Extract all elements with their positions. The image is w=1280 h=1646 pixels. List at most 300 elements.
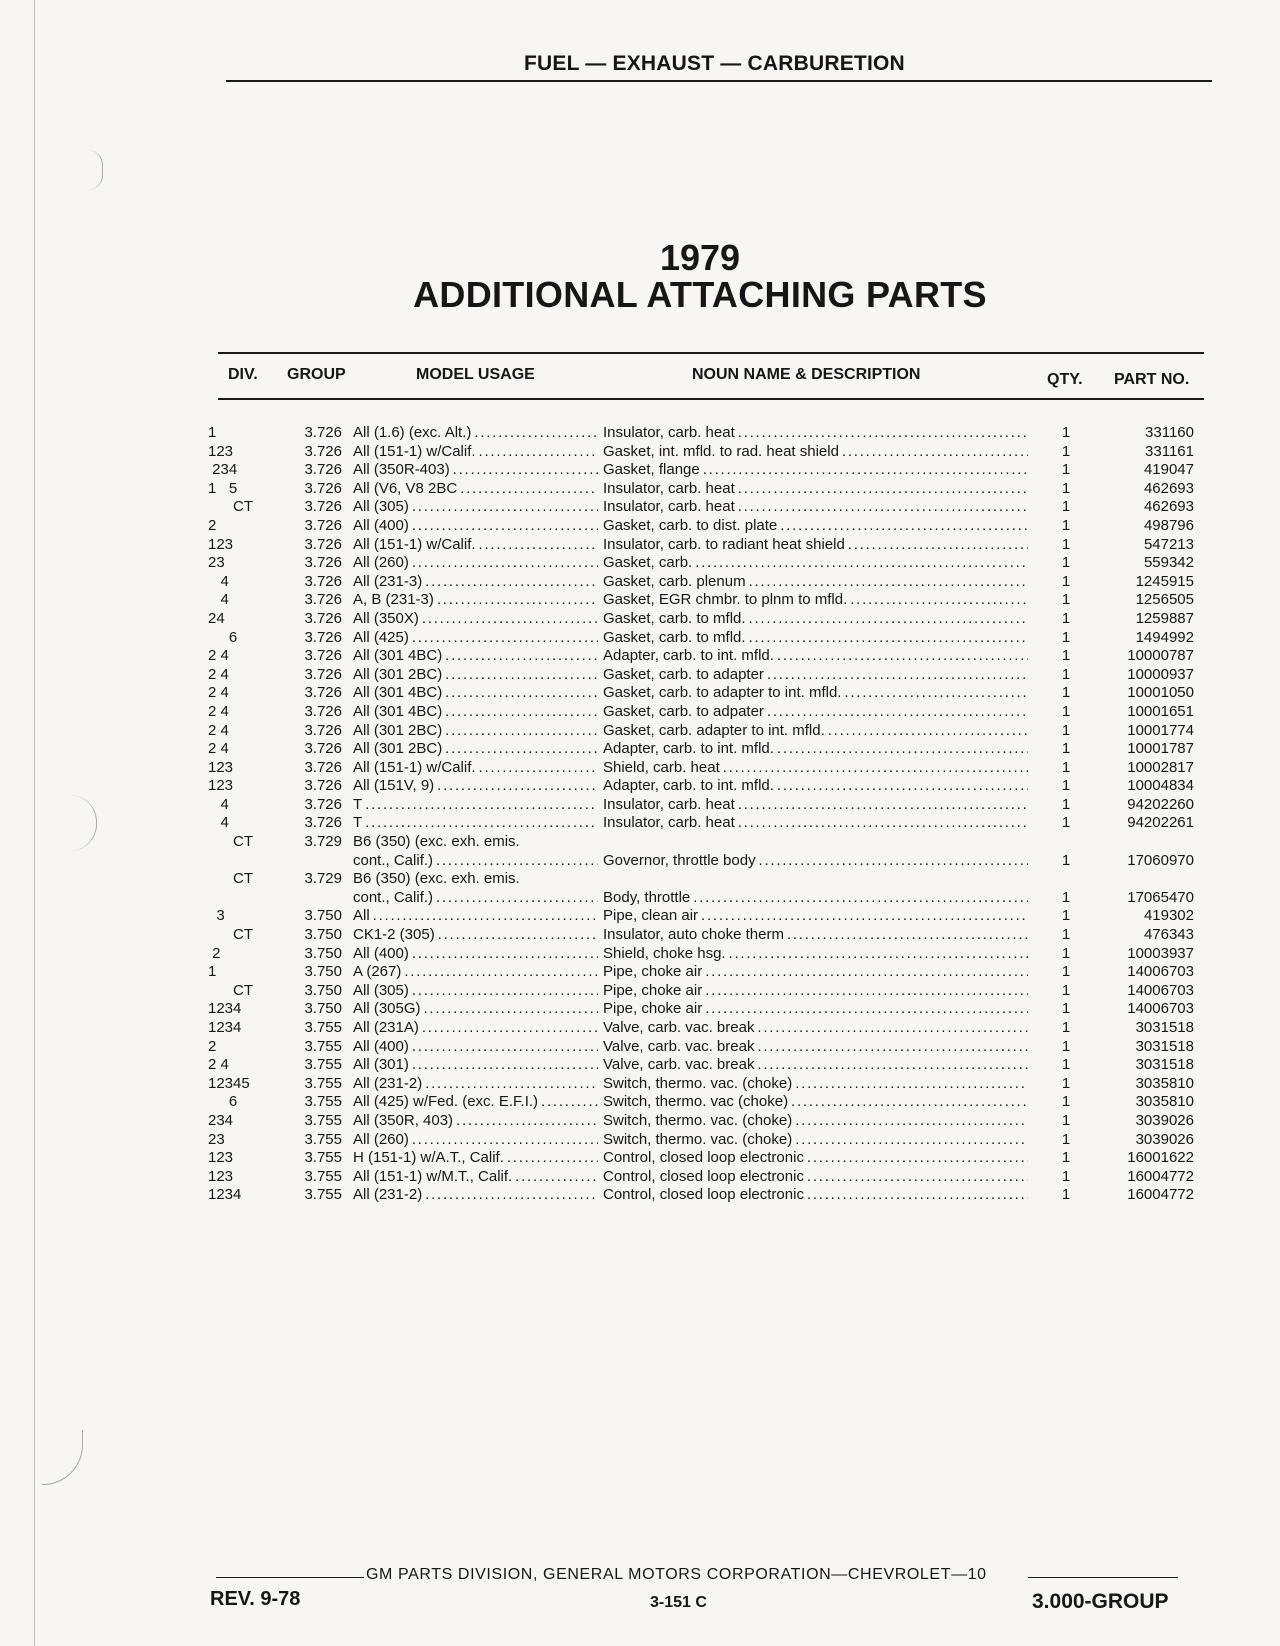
cell-group: 3.729 bbox=[304, 870, 342, 888]
table-row bbox=[0, 1000, 1280, 1019]
cell-qty: 1 bbox=[1061, 1167, 1071, 1185]
cell-qty: 1 bbox=[1061, 628, 1071, 646]
cell-div: CT bbox=[208, 870, 253, 888]
cell-div: 123 bbox=[208, 442, 234, 460]
cell-model-usage: All (301) . . . bbox=[353, 1056, 598, 1075]
cell-qty: 1 bbox=[1061, 1093, 1071, 1111]
cell-div: 123 bbox=[208, 1149, 234, 1167]
cell-div: 123 bbox=[208, 777, 234, 795]
cell-group: 3.726 bbox=[304, 702, 342, 720]
cell-part-no: 10001787 bbox=[1127, 740, 1194, 758]
cell-noun-name: Valve, carb. vac. break . . . bbox=[603, 1038, 1028, 1057]
cell-model-usage: All (305) . . . bbox=[353, 498, 598, 517]
cell-qty: 1 bbox=[1061, 665, 1071, 683]
cell-part-no: 3031518 bbox=[1135, 1019, 1194, 1036]
cell-div bbox=[208, 889, 286, 908]
cell-model-usage: All (301 2BC) . . . bbox=[353, 740, 598, 759]
cell-div: 123 bbox=[208, 1167, 234, 1185]
cell-qty: 1 bbox=[1061, 907, 1071, 925]
cell-qty: 1 bbox=[1061, 516, 1071, 534]
table-row bbox=[0, 1149, 1280, 1168]
cell-group: 3.755 bbox=[304, 1074, 342, 1092]
cell-noun-name: Adapter, carb. to int. mfld. . . . bbox=[603, 777, 1028, 796]
cell-group: 3.750 bbox=[304, 944, 342, 962]
cell-noun-name: Insulator, auto choke therm . . . bbox=[603, 926, 1028, 945]
cell-qty: 1 bbox=[1061, 1186, 1071, 1204]
table-row bbox=[0, 424, 1280, 443]
cell-model-usage: All (231A) . . . bbox=[353, 1019, 598, 1038]
cell-noun-name: Gasket, carb. to mfld. . . . bbox=[603, 610, 1028, 629]
cell-model-usage: B6 (350) (exc. exh. emis. bbox=[353, 833, 520, 851]
table-row bbox=[0, 703, 1280, 722]
cell-part-no: 16004772 bbox=[1127, 1186, 1194, 1204]
table-row bbox=[0, 536, 1280, 555]
cell-model-usage: All (425) w/Fed. (exc. E.F.I.) . . . bbox=[353, 1093, 598, 1112]
cell-qty: 1 bbox=[1061, 1000, 1071, 1018]
cell-noun-name: Gasket, int. mfld. to rad. heat shield . . . bbox=[603, 443, 1028, 462]
cell-part-no: 10001050 bbox=[1127, 684, 1194, 702]
cell-group bbox=[292, 852, 342, 871]
cell-part-no: 17065470 bbox=[1127, 888, 1194, 906]
cell-group: 3.755 bbox=[304, 1130, 342, 1148]
cell-qty: 1 bbox=[1061, 702, 1071, 720]
cell-model-usage: All (350X) . . . bbox=[353, 610, 598, 629]
cell-group: 3.726 bbox=[304, 665, 342, 683]
cell-qty: 1 bbox=[1061, 442, 1071, 460]
cell-noun-name: Control, closed loop electronic . . . bbox=[603, 1168, 1028, 1187]
cell-part-no: 14006703 bbox=[1127, 963, 1194, 981]
cell-div: 2 bbox=[208, 1037, 217, 1055]
cell-part-no: 331161 bbox=[1145, 442, 1194, 460]
cell-part-no: 547213 bbox=[1143, 535, 1194, 553]
table-row bbox=[0, 907, 1280, 926]
cell-group: 3.750 bbox=[304, 963, 342, 981]
table-row bbox=[0, 517, 1280, 536]
cell-part-no: 1494992 bbox=[1135, 628, 1194, 646]
cell-qty: 1 bbox=[1061, 721, 1071, 739]
cell-qty: 1 bbox=[1061, 461, 1071, 479]
cell-part-no: 16004772 bbox=[1127, 1167, 1194, 1185]
cell-model-usage: H (151-1) w/A.T., Calif. . . . bbox=[353, 1149, 598, 1168]
column-header-group: GROUP bbox=[287, 366, 346, 383]
cell-model-usage: All (350R, 403) . . . bbox=[353, 1112, 598, 1131]
cell-noun-name: Switch, thermo. vac. (choke) . . . bbox=[603, 1075, 1028, 1094]
cell-qty: 1 bbox=[1061, 888, 1071, 906]
table-row bbox=[0, 833, 1280, 852]
cell-model-usage: B6 (350) (exc. exh. emis. bbox=[353, 870, 520, 888]
cell-model-usage: All (V6, V8 2BC . . . bbox=[353, 480, 598, 499]
cell-model-usage: cont., Calif.) . . . bbox=[353, 852, 598, 871]
cell-part-no: 14006703 bbox=[1127, 981, 1194, 999]
cell-model-usage: All (301 4BC) . . . bbox=[353, 684, 598, 703]
cell-noun-name: Pipe, clean air . . . bbox=[603, 907, 1028, 926]
cell-div: 1 bbox=[208, 963, 217, 981]
cell-noun-name bbox=[603, 833, 1028, 852]
column-header-model-usage: MODEL USAGE bbox=[416, 366, 535, 383]
cell-model-usage: All (231-2) . . . bbox=[353, 1186, 598, 1205]
cell-noun-name: Body, throttle . . . bbox=[603, 889, 1028, 908]
cell-div: 4 bbox=[208, 795, 229, 813]
cell-part-no: 94202261 bbox=[1127, 814, 1194, 832]
cell-part-no: 331160 bbox=[1145, 424, 1194, 441]
cell-qty: 1 bbox=[1061, 1037, 1071, 1055]
cell-noun-name: Gasket, carb. . . . bbox=[603, 554, 1028, 573]
cell-noun-name: Switch, thermo. vac (choke) . . . bbox=[603, 1093, 1028, 1112]
cell-noun-name: Valve, carb. vac. break . . . bbox=[603, 1019, 1028, 1038]
cell-noun-name: Shield, carb. heat . . . bbox=[603, 759, 1028, 778]
cell-qty: 1 bbox=[1061, 1130, 1071, 1148]
cell-group: 3.726 bbox=[304, 628, 342, 646]
table-row bbox=[0, 610, 1280, 629]
cell-noun-name: Pipe, choke air . . . bbox=[603, 1000, 1028, 1019]
cell-div: 4 bbox=[208, 591, 229, 609]
cell-group: 3.750 bbox=[304, 1000, 342, 1018]
table-row bbox=[0, 982, 1280, 1001]
cell-model-usage: All (301 2BC) . . . bbox=[353, 722, 598, 741]
cell-group: 3.750 bbox=[304, 926, 342, 944]
cell-part-no: 462693 bbox=[1143, 479, 1194, 497]
cell-qty: 1 bbox=[1061, 814, 1071, 832]
table-top-rule bbox=[218, 352, 1204, 354]
cell-div: 234 bbox=[208, 1111, 234, 1129]
cell-group: 3.726 bbox=[304, 591, 342, 609]
cell-qty: 1 bbox=[1061, 926, 1071, 944]
cell-part-no: 10001651 bbox=[1127, 702, 1194, 720]
cell-part-no: 419047 bbox=[1143, 461, 1194, 479]
cell-div: 1 bbox=[208, 424, 217, 441]
cell-noun-name: Switch, thermo. vac. (choke) . . . bbox=[603, 1112, 1028, 1131]
cell-model-usage: All (151V, 9) . . . bbox=[353, 777, 598, 796]
table-row bbox=[0, 443, 1280, 462]
cell-qty: 1 bbox=[1061, 1056, 1071, 1074]
cell-group: 3.726 bbox=[304, 721, 342, 739]
cell-qty bbox=[1056, 870, 1076, 889]
cell-model-usage: All (151-1) w/M.T., Calif. . . . bbox=[353, 1168, 598, 1187]
table-row bbox=[0, 573, 1280, 592]
cell-part-no: 498796 bbox=[1143, 516, 1194, 534]
table-row bbox=[0, 684, 1280, 703]
cell-noun-name: Insulator, carb. heat . . . bbox=[603, 814, 1028, 833]
cell-model-usage: All (231-2) . . . bbox=[353, 1075, 598, 1094]
table-row bbox=[0, 1131, 1280, 1150]
cell-div: 2 bbox=[208, 516, 217, 534]
cell-div: 1234 bbox=[208, 1019, 242, 1036]
table-row bbox=[0, 814, 1280, 833]
cell-qty: 1 bbox=[1061, 591, 1071, 609]
cell-div: 123 bbox=[208, 535, 234, 553]
cell-div: 4 bbox=[208, 814, 229, 832]
table-header-rule bbox=[218, 398, 1204, 400]
cell-model-usage: T . . . bbox=[353, 796, 598, 815]
cell-group: 3.726 bbox=[304, 684, 342, 702]
cell-noun-name: Adapter, carb. to int. mfld. . . . bbox=[603, 647, 1028, 666]
cell-noun-name: Governor, throttle body . . . bbox=[603, 852, 1028, 871]
cell-model-usage: All (260) . . . bbox=[353, 554, 598, 573]
cell-noun-name: Gasket, carb. to adpater . . . bbox=[603, 703, 1028, 722]
cell-noun-name: Gasket, carb. adapter to int. mfld. . . . bbox=[603, 722, 1028, 741]
cell-part-no: 1245915 bbox=[1135, 572, 1194, 590]
cell-part-no: 17060970 bbox=[1127, 851, 1194, 869]
cell-model-usage: cont., Calif.) . . . bbox=[353, 889, 598, 908]
cell-noun-name: Adapter, carb. to int. mfld. . . . bbox=[603, 740, 1028, 759]
cell-model-usage: All (1.6) (exc. Alt.) . . . bbox=[353, 424, 598, 443]
table-row bbox=[0, 480, 1280, 499]
cell-part-no: 3031518 bbox=[1135, 1037, 1194, 1055]
group-label: 3.000-GROUP bbox=[1032, 1590, 1169, 1613]
footer-rule-left bbox=[216, 1577, 364, 1578]
table-row bbox=[0, 1019, 1280, 1038]
cell-div: 1234 bbox=[208, 1000, 242, 1018]
cell-noun-name: Insulator, carb. heat . . . bbox=[603, 796, 1028, 815]
cell-qty: 1 bbox=[1061, 851, 1071, 869]
cell-qty: 1 bbox=[1061, 609, 1071, 627]
table-row bbox=[0, 461, 1280, 480]
table-row bbox=[0, 498, 1280, 517]
revision-label: REV. 9-78 bbox=[210, 1588, 301, 1610]
table-row bbox=[0, 926, 1280, 945]
cell-noun-name: Gasket, carb. to adapter . . . bbox=[603, 666, 1028, 685]
cell-group: 3.750 bbox=[304, 981, 342, 999]
cell-qty: 1 bbox=[1061, 795, 1071, 813]
cell-group: 3.755 bbox=[304, 1019, 342, 1036]
cell-part-no: 10002817 bbox=[1127, 758, 1194, 776]
column-header-qty: QTY. bbox=[1047, 371, 1083, 388]
punch-hole-mark bbox=[88, 150, 103, 190]
cell-qty: 1 bbox=[1061, 1074, 1071, 1092]
cell-noun-name: Gasket, carb. plenum . . . bbox=[603, 573, 1028, 592]
cell-noun-name: Insulator, carb. heat . . . bbox=[603, 498, 1028, 517]
cell-part-no: 10001774 bbox=[1127, 721, 1194, 739]
table-row bbox=[0, 1038, 1280, 1057]
parts-table bbox=[0, 424, 1280, 1205]
table-row bbox=[0, 1186, 1280, 1205]
cell-div: 12345 bbox=[208, 1074, 250, 1092]
cell-model-usage: All (151-1) w/Calif. . . . bbox=[353, 536, 598, 555]
cell-div: 2 4 bbox=[208, 740, 229, 758]
cell-group: 3.726 bbox=[304, 795, 342, 813]
cell-noun-name bbox=[603, 870, 1028, 889]
cell-div: 23 bbox=[208, 554, 225, 572]
cell-part-no: 559342 bbox=[1143, 554, 1194, 572]
cell-div: 2 4 bbox=[208, 684, 229, 702]
cell-part-no: 10004834 bbox=[1127, 777, 1194, 795]
cell-model-usage: A (267) . . . bbox=[353, 963, 598, 982]
cell-model-usage: T . . . bbox=[353, 814, 598, 833]
cell-qty: 1 bbox=[1061, 758, 1071, 776]
column-header-noun-name: NOUN NAME & DESCRIPTION bbox=[692, 366, 921, 383]
cell-noun-name: Gasket, EGR chmbr. to plnm to mfld. . . . bbox=[603, 591, 1028, 610]
table-row bbox=[0, 1168, 1280, 1187]
cell-group: 3.750 bbox=[304, 907, 342, 925]
page-title: ADDITIONAL ATTACHING PARTS bbox=[413, 274, 987, 315]
cell-div: 6 bbox=[208, 1093, 238, 1111]
cell-qty: 1 bbox=[1061, 963, 1071, 981]
table-row bbox=[0, 945, 1280, 964]
table-row bbox=[0, 796, 1280, 815]
table-row bbox=[0, 1056, 1280, 1075]
cell-model-usage: All (305G) . . . bbox=[353, 1000, 598, 1019]
cell-qty: 1 bbox=[1061, 535, 1071, 553]
cell-div bbox=[208, 852, 286, 871]
cell-model-usage: All (400) . . . bbox=[353, 517, 598, 536]
cell-group: 3.726 bbox=[304, 461, 342, 479]
cell-part-no: 419302 bbox=[1143, 907, 1194, 925]
cell-model-usage: All (151-1) w/Calif. . . . bbox=[353, 443, 598, 462]
table-row bbox=[0, 629, 1280, 648]
cell-group: 3.726 bbox=[304, 814, 342, 832]
table-row bbox=[0, 591, 1280, 610]
cell-model-usage: All (260) . . . bbox=[353, 1131, 598, 1150]
cell-qty: 1 bbox=[1061, 1149, 1071, 1167]
cell-noun-name: Gasket, flange . . . bbox=[603, 461, 1028, 480]
footer-credit: GM PARTS DIVISION, GENERAL MOTORS CORPORATION—CHEVROLET—10 bbox=[366, 1566, 987, 1583]
cell-noun-name: Shield, choke hsg. . . . bbox=[603, 945, 1028, 964]
cell-group: 3.755 bbox=[304, 1093, 342, 1111]
cell-div: CT bbox=[208, 981, 253, 999]
cell-noun-name: Gasket, carb. to dist. plate . . . bbox=[603, 517, 1028, 536]
cell-div: 2 4 bbox=[208, 721, 229, 739]
cell-part-no: 462693 bbox=[1143, 498, 1194, 516]
cell-model-usage: All (350R-403) . . . bbox=[353, 461, 598, 480]
cell-group: 3.755 bbox=[304, 1037, 342, 1055]
table-row bbox=[0, 1112, 1280, 1131]
cell-qty: 1 bbox=[1061, 981, 1071, 999]
cell-qty: 1 bbox=[1061, 647, 1071, 665]
cell-group: 3.726 bbox=[304, 758, 342, 776]
cell-group: 3.726 bbox=[304, 609, 342, 627]
cell-model-usage: All (151-1) w/Calif. . . . bbox=[353, 759, 598, 778]
column-header-part-no: PART NO. bbox=[1114, 371, 1190, 388]
cell-qty: 1 bbox=[1061, 777, 1071, 795]
cell-part-no: 10000787 bbox=[1127, 647, 1194, 665]
cell-group: 3.726 bbox=[304, 554, 342, 572]
cell-noun-name: Pipe, choke air . . . bbox=[603, 982, 1028, 1001]
cell-div: CT bbox=[208, 833, 253, 851]
cell-part-no: 3039026 bbox=[1135, 1130, 1194, 1148]
cell-model-usage: All (301 4BC) . . . bbox=[353, 647, 598, 666]
cell-div: 1234 bbox=[208, 1186, 242, 1204]
cell-group: 3.755 bbox=[304, 1149, 342, 1167]
cell-noun-name: Switch, thermo. vac. (choke) . . . bbox=[603, 1131, 1028, 1150]
cell-part-no: 94202260 bbox=[1127, 795, 1194, 813]
cell-model-usage: A, B (231-3) . . . bbox=[353, 591, 598, 610]
cell-group: 3.729 bbox=[304, 833, 342, 851]
cell-part-no: 14006703 bbox=[1127, 1000, 1194, 1018]
table-row bbox=[0, 554, 1280, 573]
cell-part-no: 3035810 bbox=[1135, 1093, 1194, 1111]
cell-model-usage: CK1-2 (305) . . . bbox=[353, 926, 598, 945]
cell-model-usage: All (400) . . . bbox=[353, 1038, 598, 1057]
cell-group: 3.755 bbox=[304, 1111, 342, 1129]
cell-part-no bbox=[1098, 870, 1194, 889]
cell-div: 4 bbox=[208, 572, 229, 590]
cell-noun-name: Valve, carb. vac. break . . . bbox=[603, 1056, 1028, 1075]
cell-qty: 1 bbox=[1061, 944, 1071, 962]
table-row bbox=[0, 759, 1280, 778]
cell-div: CT bbox=[208, 926, 253, 944]
cell-part-no: 1259887 bbox=[1135, 609, 1194, 627]
cell-qty: 1 bbox=[1061, 498, 1071, 516]
table-row bbox=[0, 777, 1280, 796]
cell-noun-name: Pipe, choke air . . . bbox=[603, 963, 1028, 982]
cell-div: 2 4 bbox=[208, 647, 229, 665]
heading-rule bbox=[226, 80, 1212, 82]
cell-part-no: 476343 bbox=[1143, 926, 1194, 944]
cell-qty: 1 bbox=[1061, 554, 1071, 572]
cell-group: 3.726 bbox=[304, 535, 342, 553]
cell-model-usage: All (301 4BC) . . . bbox=[353, 703, 598, 722]
cell-noun-name: Gasket, carb. to mfld. . . . bbox=[603, 629, 1028, 648]
cell-noun-name: Insulator, carb. to radiant heat shield . . . bbox=[603, 536, 1028, 555]
cell-qty: 1 bbox=[1061, 684, 1071, 702]
cell-part-no: 3031518 bbox=[1135, 1056, 1194, 1074]
cell-div: 2 bbox=[208, 944, 221, 962]
cell-part-no: 10000937 bbox=[1127, 665, 1194, 683]
cell-noun-name: Control, closed loop electronic . . . bbox=[603, 1186, 1028, 1205]
cell-part-no: 1256505 bbox=[1135, 591, 1194, 609]
cell-model-usage: All . . . bbox=[353, 907, 598, 926]
cell-group: 3.726 bbox=[304, 647, 342, 665]
cell-div: 234 bbox=[208, 461, 238, 479]
cell-qty: 1 bbox=[1061, 1111, 1071, 1129]
cell-group: 3.755 bbox=[304, 1056, 342, 1074]
cell-noun-name: Control, closed loop electronic . . . bbox=[603, 1149, 1028, 1168]
cell-div: 3 bbox=[208, 907, 225, 925]
cell-group: 3.755 bbox=[304, 1186, 342, 1204]
column-header-div: DIV. bbox=[228, 366, 258, 383]
cell-qty: 1 bbox=[1061, 572, 1071, 590]
cell-group: 3.726 bbox=[304, 479, 342, 497]
cell-group: 3.726 bbox=[304, 572, 342, 590]
cell-div: CT bbox=[208, 498, 253, 516]
cell-div: 6 bbox=[208, 628, 238, 646]
cell-model-usage: All (301 2BC) . . . bbox=[353, 666, 598, 685]
cell-noun-name: Insulator, carb. heat . . . bbox=[603, 424, 1028, 443]
cell-qty: 1 bbox=[1061, 479, 1071, 497]
cell-noun-name: Gasket, carb. to adapter to int. mfld. . . . bbox=[603, 684, 1028, 703]
table-row bbox=[0, 740, 1280, 759]
table-row bbox=[0, 722, 1280, 741]
cell-group: 3.726 bbox=[304, 424, 342, 441]
cell-div: 123 bbox=[208, 758, 234, 776]
cell-div: 23 bbox=[208, 1130, 225, 1148]
cell-part-no: 10003937 bbox=[1127, 944, 1194, 962]
table-row bbox=[0, 666, 1280, 685]
cell-group: 3.726 bbox=[304, 777, 342, 795]
cell-div: 1 5 bbox=[208, 479, 238, 497]
cell-part-no bbox=[1098, 833, 1194, 852]
cell-noun-name: Insulator, carb. heat . . . bbox=[603, 480, 1028, 499]
section-heading: FUEL — EXHAUST — CARBURETION bbox=[524, 52, 905, 75]
cell-model-usage: All (425) . . . bbox=[353, 629, 598, 648]
cell-model-usage: All (305) . . . bbox=[353, 982, 598, 1001]
year-title: 1979 bbox=[659, 237, 741, 278]
cell-part-no: 16001622 bbox=[1127, 1149, 1194, 1167]
cell-part-no: 3035810 bbox=[1135, 1074, 1194, 1092]
cell-group: 3.755 bbox=[304, 1167, 342, 1185]
cell-group: 3.726 bbox=[304, 442, 342, 460]
cell-group: 3.726 bbox=[304, 498, 342, 516]
cell-qty: 1 bbox=[1061, 1019, 1071, 1036]
punch-hole-mark bbox=[42, 1430, 83, 1485]
cell-div: 2 4 bbox=[208, 1056, 229, 1074]
cell-model-usage: All (231-3) . . . bbox=[353, 573, 598, 592]
cell-group: 3.726 bbox=[304, 740, 342, 758]
cell-model-usage: All (400) . . . bbox=[353, 945, 598, 964]
cell-group: 3.726 bbox=[304, 516, 342, 534]
table-row bbox=[0, 963, 1280, 982]
cell-div: 2 4 bbox=[208, 702, 229, 720]
